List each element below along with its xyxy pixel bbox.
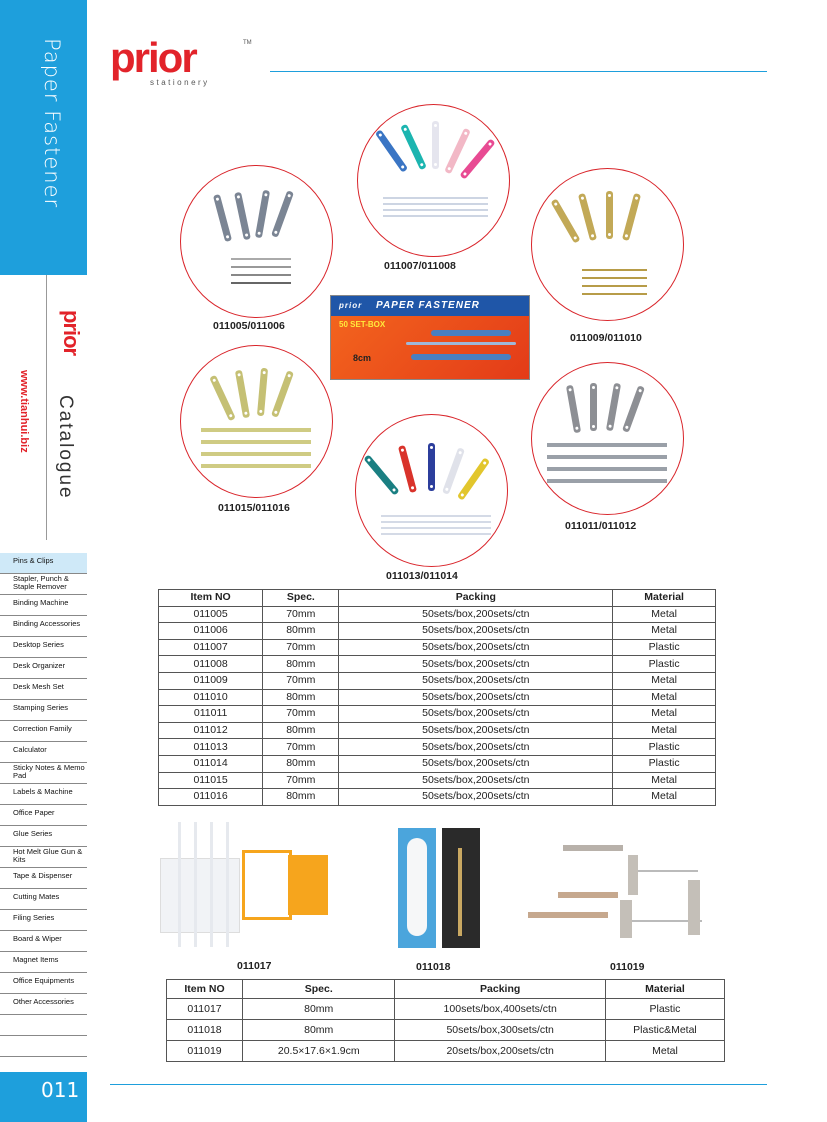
prong-image [383, 203, 488, 205]
table-row [159, 656, 716, 673]
cell-packing: 50sets/box,300sets/ctn [395, 1020, 605, 1041]
nav-item-filing-series[interactable]: Filing Series [0, 910, 87, 931]
product-code-011007: 011007/011008 [384, 260, 456, 272]
cell-material: Metal [613, 623, 716, 640]
cell-item-no: 011013 [159, 739, 263, 756]
cell-packing: 20sets/box,200sets/ctn [395, 1041, 605, 1062]
fastener-image [257, 368, 268, 416]
cell-packing: 50sets/box,200sets/ctn [339, 656, 613, 673]
box-quantity: 50 SET-BOX [339, 320, 386, 329]
cell-packing: 50sets/box,200sets/ctn [339, 606, 613, 623]
product-spec-table-1 [158, 589, 716, 806]
prong-image [582, 293, 647, 295]
prong-image [381, 515, 491, 517]
cell-spec: 80mm [243, 999, 395, 1020]
header-spec: Spec. [263, 590, 339, 607]
prong-image [210, 822, 213, 947]
fastener-image [398, 445, 417, 493]
fastener-image [428, 443, 435, 491]
product-code-011005: 011005/011006 [213, 320, 285, 332]
cell-packing: 50sets/box,200sets/ctn [339, 689, 613, 706]
cell-item-no: 011017 [167, 999, 243, 1020]
brand-trademark: TM [243, 40, 252, 46]
nav-item-desk-organizer[interactable]: Desk Organizer [0, 658, 87, 679]
website-url[interactable]: www.tianhui.biz [18, 370, 30, 453]
prong-image [231, 266, 291, 268]
cell-packing: 50sets/box,200sets/ctn [339, 789, 613, 806]
cell-material: Metal [605, 1041, 724, 1062]
brand-name: prior [110, 34, 196, 81]
nav-item-stamping-series[interactable]: Stamping Series [0, 700, 87, 721]
prong-image [231, 282, 291, 284]
cell-spec: 70mm [263, 639, 339, 656]
product-image-011017 [160, 820, 335, 955]
table-row [167, 1041, 725, 1062]
section-title: Paper Fastener [40, 38, 64, 209]
product-box-image [330, 295, 530, 380]
product-code-011011: 011011/011012 [565, 520, 637, 532]
nav-item-pins-clips[interactable]: Pins & Clips [0, 553, 87, 574]
fastener-image [622, 385, 645, 432]
cell-spec: 80mm [263, 656, 339, 673]
prong-image [231, 258, 291, 260]
cell-material: Metal [613, 722, 716, 739]
nav-item-board-wiper[interactable]: Board & Wiper [0, 931, 87, 952]
prong-image [201, 440, 311, 444]
prong-image [582, 269, 647, 271]
cell-packing: 50sets/box,200sets/ctn [339, 639, 613, 656]
fastener-image [550, 198, 580, 243]
cell-spec: 70mm [263, 739, 339, 756]
cell-item-no: 011019 [167, 1041, 243, 1062]
cell-packing: 100sets/box,400sets/ctn [395, 999, 605, 1020]
metal-fastener-image [563, 845, 623, 851]
product-circle-011011 [531, 362, 684, 515]
prong-image [381, 527, 491, 529]
cell-spec: 80mm [263, 623, 339, 640]
header-material: Material [605, 980, 724, 999]
fastener-image [363, 454, 399, 495]
product-spec-table-2 [166, 979, 725, 1062]
cell-material: Plastic [605, 999, 724, 1020]
box-fastener-graphic [431, 330, 511, 336]
table-row [159, 689, 716, 706]
nav-item-stapler[interactable]: Stapler, Punch & Staple Remover [0, 574, 87, 595]
page-number: 011 [41, 1078, 80, 1102]
product-image-011018 [398, 828, 483, 948]
nav-item-correction-family[interactable]: Correction Family [0, 721, 87, 742]
product-code-011017: 011017 [237, 960, 272, 972]
prong-image [547, 479, 667, 483]
prong-image [582, 285, 647, 287]
prong-image [381, 533, 491, 535]
fastener-image [457, 457, 490, 500]
prong-image [178, 822, 181, 947]
nav-item-tape-dispenser[interactable]: Tape & Dispenser [0, 868, 87, 889]
fastener-image [271, 190, 294, 237]
cell-material: Plastic [613, 639, 716, 656]
fastener-image [375, 129, 408, 172]
cell-spec: 80mm [263, 689, 339, 706]
cell-packing: 50sets/box,200sets/ctn [339, 755, 613, 772]
cell-item-no: 011014 [159, 755, 263, 772]
cell-item-no: 011007 [159, 639, 263, 656]
table-row [159, 639, 716, 656]
metal-fastener-image [628, 855, 638, 895]
cell-material: Metal [613, 789, 716, 806]
header-item-no: Item NO [159, 590, 263, 607]
cell-packing: 50sets/box,200sets/ctn [339, 706, 613, 723]
fastener-image [432, 121, 439, 169]
cell-packing: 50sets/box,200sets/ctn [339, 772, 613, 789]
fastener-image [606, 191, 613, 239]
cell-spec: 80mm [263, 789, 339, 806]
box-fastener-graphic [411, 354, 511, 360]
cell-item-no: 011011 [159, 706, 263, 723]
nav-item-hot-melt-glue[interactable]: Hot Melt Glue Gun & Kits [0, 847, 87, 868]
cell-spec: 20.5×17.6×1.9cm [243, 1041, 395, 1062]
table-row [159, 706, 716, 723]
cell-item-no: 011010 [159, 689, 263, 706]
metal-fastener-image [528, 912, 608, 918]
table-row [159, 722, 716, 739]
cell-material: Plastic&Metal [605, 1020, 724, 1041]
fastener-image [213, 194, 232, 242]
nav-item-magnet-items[interactable]: Magnet Items [0, 952, 87, 973]
cell-material: Metal [613, 689, 716, 706]
nav-item-glue-series[interactable]: Glue Series [0, 826, 87, 847]
cell-material: Metal [613, 606, 716, 623]
cell-item-no: 011018 [167, 1020, 243, 1041]
footer-rule [110, 1084, 767, 1085]
metal-strip-image [458, 848, 462, 936]
header-item-no: Item NO [167, 980, 243, 999]
cell-packing: 50sets/box,200sets/ctn [339, 672, 613, 689]
metal-strip-image [407, 838, 427, 936]
product-circle-011015 [180, 345, 333, 498]
product-circle-011005 [180, 165, 333, 318]
fastener-image [234, 192, 251, 240]
cell-material: Plastic [613, 739, 716, 756]
header-packing: Packing [395, 980, 605, 999]
prong-image [381, 521, 491, 523]
cell-material: Metal [613, 772, 716, 789]
cell-item-no: 011008 [159, 656, 263, 673]
product-code-011019: 011019 [610, 961, 645, 973]
product-code-011015: 011015/011016 [218, 502, 290, 514]
product-code-011018: 011018 [416, 961, 451, 973]
box-logo: prior [339, 301, 363, 310]
header-packing: Packing [339, 590, 613, 607]
fastener-image [578, 193, 597, 241]
nav-item-calculator[interactable]: Calculator [0, 742, 87, 763]
cell-spec: 80mm [243, 1020, 395, 1041]
fastener-image [255, 190, 270, 238]
product-image-011019 [528, 840, 713, 945]
prong-image [547, 467, 667, 471]
fastener-image [209, 375, 236, 421]
product-code-011013: 011013/011014 [386, 570, 458, 582]
prong-image [383, 209, 488, 211]
nav-item-labels-machine[interactable]: Labels & Machine [0, 784, 87, 805]
fastener-image [459, 138, 495, 179]
prong-image [194, 822, 197, 947]
prong-image [201, 452, 311, 456]
brand-logo [110, 34, 252, 87]
box-header [331, 296, 529, 316]
header-material: Material [613, 590, 716, 607]
nav-item-desk-mesh-set[interactable]: Desk Mesh Set [0, 679, 87, 700]
sidebar-divider [46, 275, 47, 540]
header-spec: Spec. [243, 980, 395, 999]
prong-image [201, 464, 311, 468]
cell-item-no: 011012 [159, 722, 263, 739]
cell-item-no: 011009 [159, 672, 263, 689]
catalogue-label: Catalogue [55, 395, 76, 500]
cell-item-no: 011006 [159, 623, 263, 640]
nav-item-cutting-mates[interactable]: Cutting Mates [0, 889, 87, 910]
table-row [159, 606, 716, 623]
fastener-image [235, 370, 250, 418]
cell-item-no: 011005 [159, 606, 263, 623]
cell-spec: 70mm [263, 706, 339, 723]
table-row [159, 739, 716, 756]
nav-item-office-equipments[interactable]: Office Equipments [0, 973, 87, 994]
cell-material: Metal [613, 672, 716, 689]
table-row [159, 755, 716, 772]
prong-image [226, 822, 229, 947]
prong-image [582, 277, 647, 279]
table-row [167, 1020, 725, 1041]
nav-item-sticky-notes[interactable]: Sticky Notes & Memo Pad [0, 763, 87, 784]
fastener-image [566, 385, 581, 433]
box-fastener-graphic [406, 342, 516, 345]
box-size: 8cm [353, 353, 372, 363]
cell-spec: 70mm [263, 672, 339, 689]
nav-item-blank [0, 1036, 87, 1057]
cell-material: Metal [613, 706, 716, 723]
product-code-011009: 011009/011010 [570, 332, 642, 344]
cell-packing: 50sets/box,200sets/ctn [339, 739, 613, 756]
table-row [159, 672, 716, 689]
nav-item-blank [0, 1015, 87, 1036]
cell-spec: 80mm [263, 722, 339, 739]
brand-subtitle: stationery [150, 78, 210, 87]
prong-image [383, 197, 488, 199]
product-circle-011013 [355, 414, 508, 567]
metal-fastener-image [558, 892, 618, 898]
cell-item-no: 011016 [159, 789, 263, 806]
table-header-row [159, 590, 716, 607]
product-circle-011009 [531, 168, 684, 321]
fastener-image [271, 370, 294, 417]
header-rule [270, 71, 767, 72]
table-row [167, 999, 725, 1020]
prong-image [383, 215, 488, 217]
metal-fastener-image [688, 880, 700, 935]
category-nav [0, 553, 87, 1057]
prong-image [547, 455, 667, 459]
orange-fastener-image [242, 850, 292, 920]
page-number-box [0, 1072, 87, 1122]
cell-item-no: 011015 [159, 772, 263, 789]
orange-fastener-image [288, 855, 328, 915]
nav-item-office-paper[interactable]: Office Paper [0, 805, 87, 826]
cell-material: Plastic [613, 656, 716, 673]
cell-packing: 50sets/box,200sets/ctn [339, 722, 613, 739]
sidebar-title-box [0, 0, 87, 275]
nav-item-desktop-series[interactable]: Desktop Series [0, 637, 87, 658]
prong-image [547, 443, 667, 447]
fastener-image [590, 383, 597, 431]
fastener-image [606, 383, 621, 431]
nav-item-other-accessories[interactable]: Other Accessories [0, 994, 87, 1015]
prong-image [231, 274, 291, 276]
nav-item-binding-accessories[interactable]: Binding Accessories [0, 616, 87, 637]
table-row [159, 623, 716, 640]
cell-packing: 50sets/box,200sets/ctn [339, 623, 613, 640]
table-row [159, 772, 716, 789]
table-header-row [167, 980, 725, 999]
cell-material: Plastic [613, 755, 716, 772]
cell-spec: 70mm [263, 772, 339, 789]
product-circle-011007 [357, 104, 510, 257]
nav-item-binding-machine[interactable]: Binding Machine [0, 595, 87, 616]
metal-fastener-image [620, 900, 632, 938]
cell-spec: 80mm [263, 755, 339, 772]
table-row [159, 789, 716, 806]
cell-spec: 70mm [263, 606, 339, 623]
prong-image [201, 428, 311, 432]
metal-fastener-image [638, 870, 698, 872]
box-title: PAPER FASTENER [376, 300, 480, 311]
fastener-image [622, 193, 641, 241]
sidebar-logo: prior [59, 310, 84, 356]
